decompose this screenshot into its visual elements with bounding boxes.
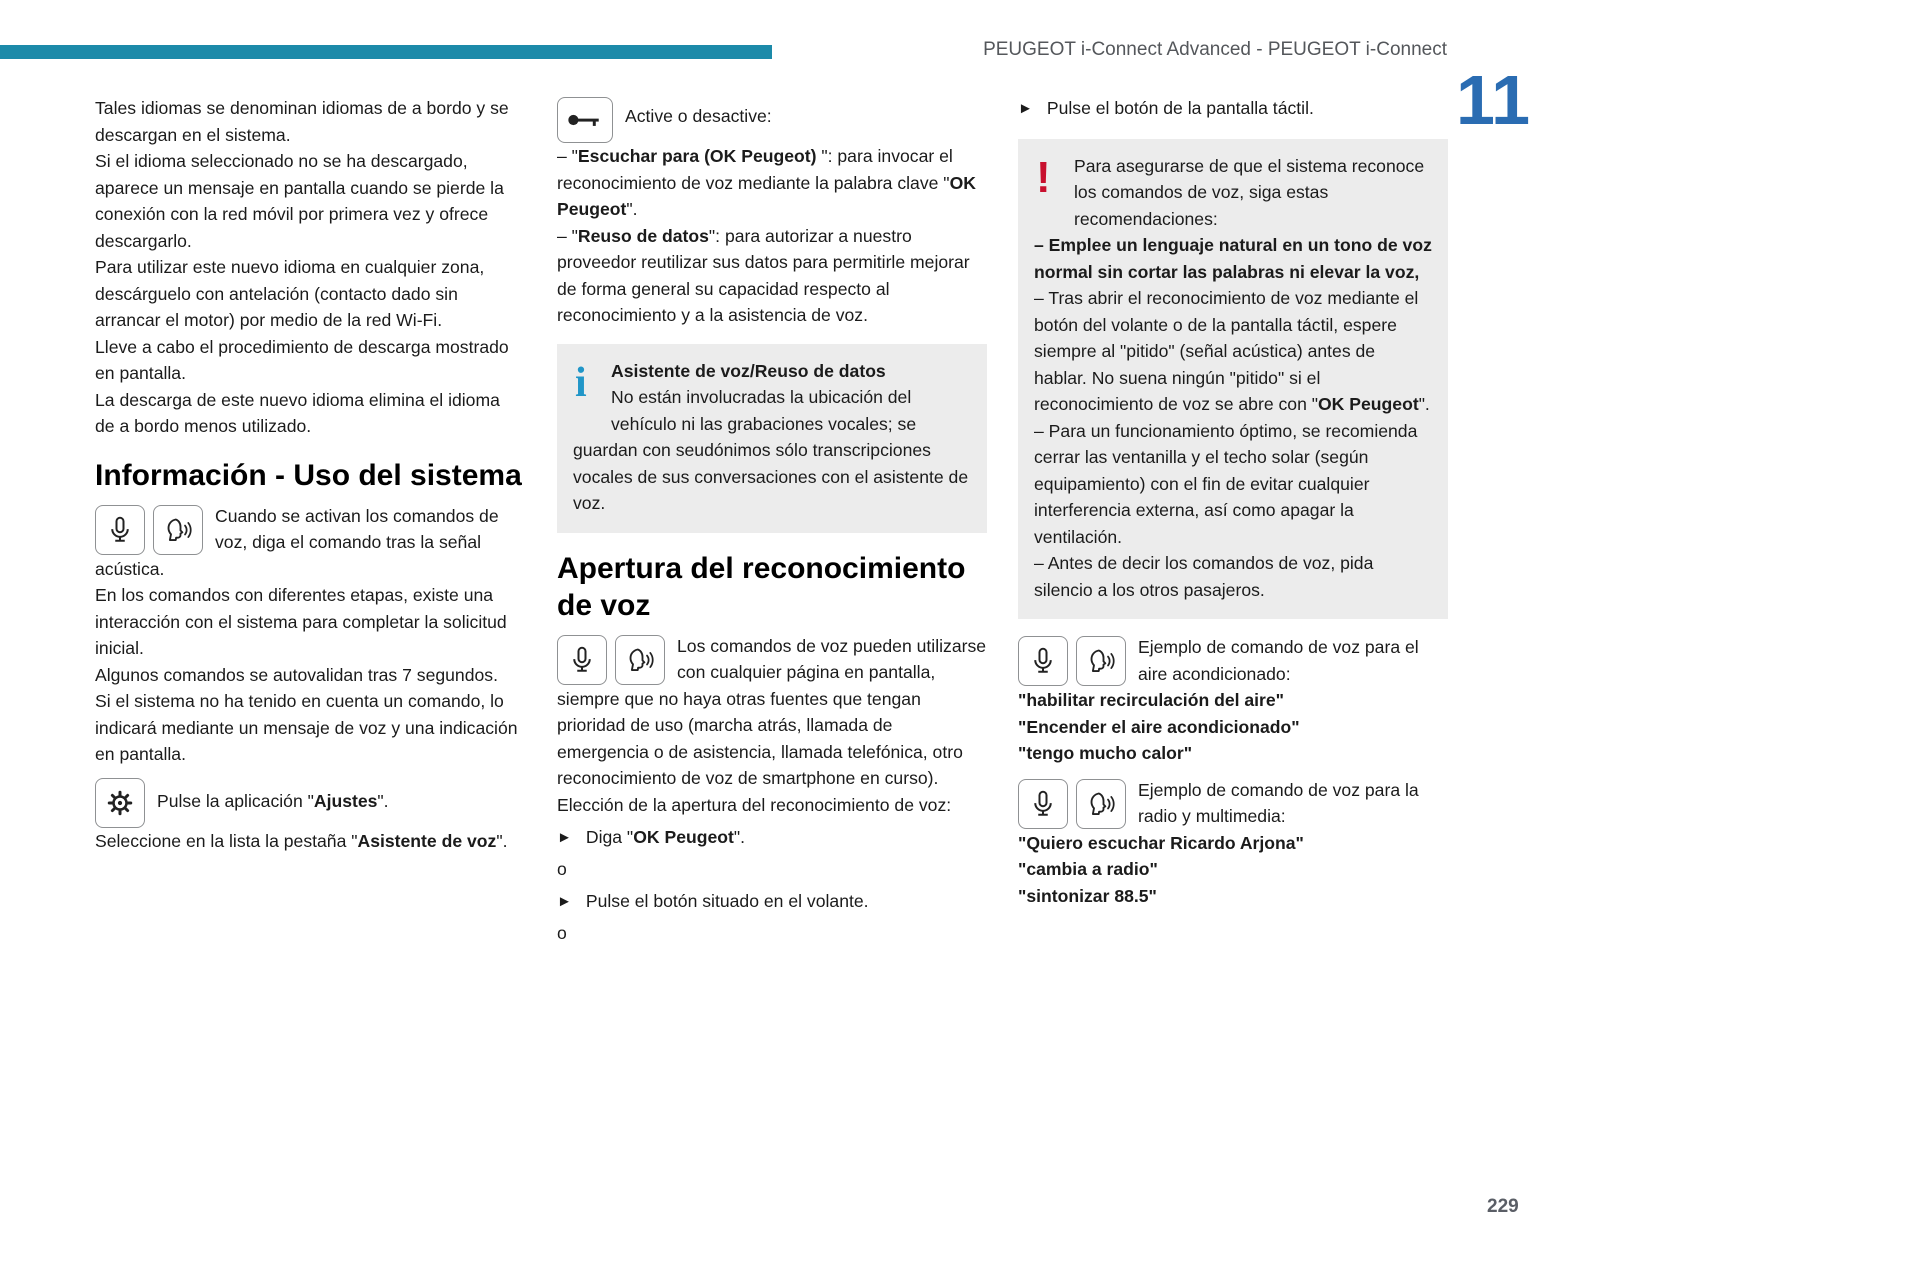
paragraph: Para utilizar este nuevo idioma en cualquier zona, descárguelo con antelación (contacto dado sin arrancar el motor) por medio de la red Wi-Fi. [95, 257, 485, 330]
paragraph: – "Reuso de datos": para autorizar a nuestro proveedor reutilizar sus datos para permitirle mejorar de forma general su capacidad respecto al reconocimiento y a la asistencia de voz. [557, 225, 970, 325]
paragraph: Cuando se activan los comandos de voz, diga el comando tras la señal acústica. [95, 505, 499, 579]
warning-paragraph: Para asegurarse de que el sistema reconoce los comandos de voz, siga estas recomendaciones: [1074, 155, 1425, 229]
microphone-icon [557, 635, 607, 685]
voice-command: "tengo mucho calor" [1018, 743, 1193, 763]
paragraph: Elección de la apertura del reconocimiento de voz: [557, 794, 952, 815]
paragraph: – "Escuchar para (OK Peugeot) ": para invocar el reconocimiento de voz mediante la palabra clave "OK Peugeot". [557, 146, 976, 219]
column-middle [557, 95, 987, 949]
or-separator: o [557, 858, 567, 879]
header-title: PEUGEOT i-Connect Advanced - PEUGEOT i-Connect [983, 39, 1447, 60]
speaking-voice-icon [615, 635, 665, 685]
voice-command: "habilitar recirculación del aire" [1018, 690, 1285, 710]
voice-example-radio-multimedia [1018, 777, 1448, 910]
speaking-voice-icon [1076, 636, 1126, 686]
paragraph: La descarga de este nuevo idioma elimina el idioma de a bordo menos utilizado. [95, 389, 500, 436]
arrow-bullet-icon: ► [557, 893, 572, 910]
speaking-voice-icon [1076, 779, 1126, 829]
voice-command: "sintonizar 88.5" [1018, 885, 1157, 906]
paragraph: Si el sistema no ha tenido en cuenta un comando, lo indicará mediante un mensaje de voz y una indicación en pantalla. [95, 691, 518, 764]
voice-example-air-conditioning [1018, 634, 1448, 767]
paragraph: En los comandos con diferentes etapas, existe una interacción con el sistema para completar la solicitud inicial. [95, 585, 507, 658]
microphone-icon [1018, 636, 1068, 686]
voice-command-icons [1018, 636, 1126, 686]
paragraph: Seleccione en la lista la pestaña "Asistente de voz". [95, 830, 508, 851]
info-box [557, 344, 987, 533]
voice-command: "cambia a radio" [1018, 859, 1158, 879]
microphone-icon [95, 505, 145, 555]
paragraph: Pulse la aplicación "Ajustes". [157, 790, 389, 811]
column-left [95, 95, 523, 854]
info-box-body: No están involucradas la ubicación del vehículo ni las grabaciones vocales; se guardan con seudónimos sólo transcripciones vocales de sus conversaciones con el asistente de voz. [573, 387, 969, 513]
warning-paragraph: – Tras abrir el reconocimiento de voz mediante el botón del volante o de la pantalla táctil, espere siempre al "pitido" (señal acústica) antes de hablar. No suena ningún "pitido" si el reconocimiento de voz se abre con "OK Peugeot". [1034, 288, 1430, 414]
column-right [1018, 95, 1448, 909]
example-intro: Ejemplo de comando de voz para el aire acondicionado: [1138, 637, 1419, 684]
paragraph: Lleve a cabo el procedimiento de descarga mostrado en pantalla. [95, 336, 509, 383]
voice-command-icons [95, 505, 203, 555]
warning-box [1018, 139, 1448, 620]
paragraph: Los comandos de voz pueden utilizarse con cualquier página en pantalla, siempre que no haya otras fuentes que tengan prioridad de uso (marcha atrás, llamada de emergencia o de asistencia, llamada telefónica, otro reconocimiento de voz de smartphone en curso). [557, 635, 987, 788]
voice-command: "Encender el aire acondicionado" [1018, 716, 1300, 737]
paragraph: Active o desactive: [625, 106, 772, 126]
warning-paragraph: – Antes de decir los comandos de voz, pida silencio a los otros pasajeros. [1034, 553, 1374, 600]
or-separator: o [557, 922, 567, 943]
voice-command: "Quiero escuchar Ricardo Arjona" [1018, 832, 1304, 853]
settings-step [95, 776, 523, 815]
chapter-number: 11 [1456, 61, 1530, 139]
speaking-voice-icon [153, 505, 203, 555]
section-heading-voice-recognition: Apertura del reconocimiento de voz [557, 551, 966, 622]
arrow-bullet-icon: ► [1018, 100, 1033, 117]
arrow-bullet-icon: ► [557, 829, 572, 846]
info-icon: i [575, 359, 587, 406]
example-intro: Ejemplo de comando de voz para la radio y multimedia: [1138, 779, 1419, 826]
warning-paragraph: – Emplee un lenguaje natural en un tono de voz normal sin cortar las palabras ni elevar la voz, [1034, 235, 1432, 282]
step-say-ok-peugeot: ► Diga "OK Peugeot". [557, 824, 987, 853]
header-accent-bar [0, 45, 772, 59]
warning-icon: ! [1036, 152, 1051, 202]
gear-icon [95, 778, 145, 828]
paragraph: Si el idioma seleccionado no se ha descargado, aparece un mensaje en pantalla cuando se pierde la conexión con la red móvil por primera vez y ofrece descargarlo. [95, 151, 504, 251]
info-box-title: Asistente de voz/Reuso de datos [611, 360, 886, 381]
voice-command-icons [1018, 779, 1126, 829]
step-touchscreen-button: ► Pulse el botón de la pantalla táctil. [1018, 95, 1448, 124]
microphone-icon [1018, 779, 1068, 829]
key-icon [557, 97, 613, 143]
paragraph: Algunos comandos se autovalidan tras 7 segundos. [95, 664, 498, 685]
voice-command-icons [557, 635, 665, 685]
warning-paragraph: – Para un funcionamiento óptimo, se recomienda cerrar las ventanilla y el techo solar (según equipamiento) con el fin de evitar cualquier interferencia externa, así como apagar la ventilación. [1034, 420, 1418, 547]
paragraph: Tales idiomas se denominan idiomas de a bordo y se descargan en el sistema. [95, 98, 509, 145]
section-heading-system-use: Información - Uso del sistema [95, 458, 522, 492]
page-number: 229 [1487, 1196, 1519, 1217]
step-steering-wheel-button: ► Pulse el botón situado en el volante. [557, 888, 987, 917]
